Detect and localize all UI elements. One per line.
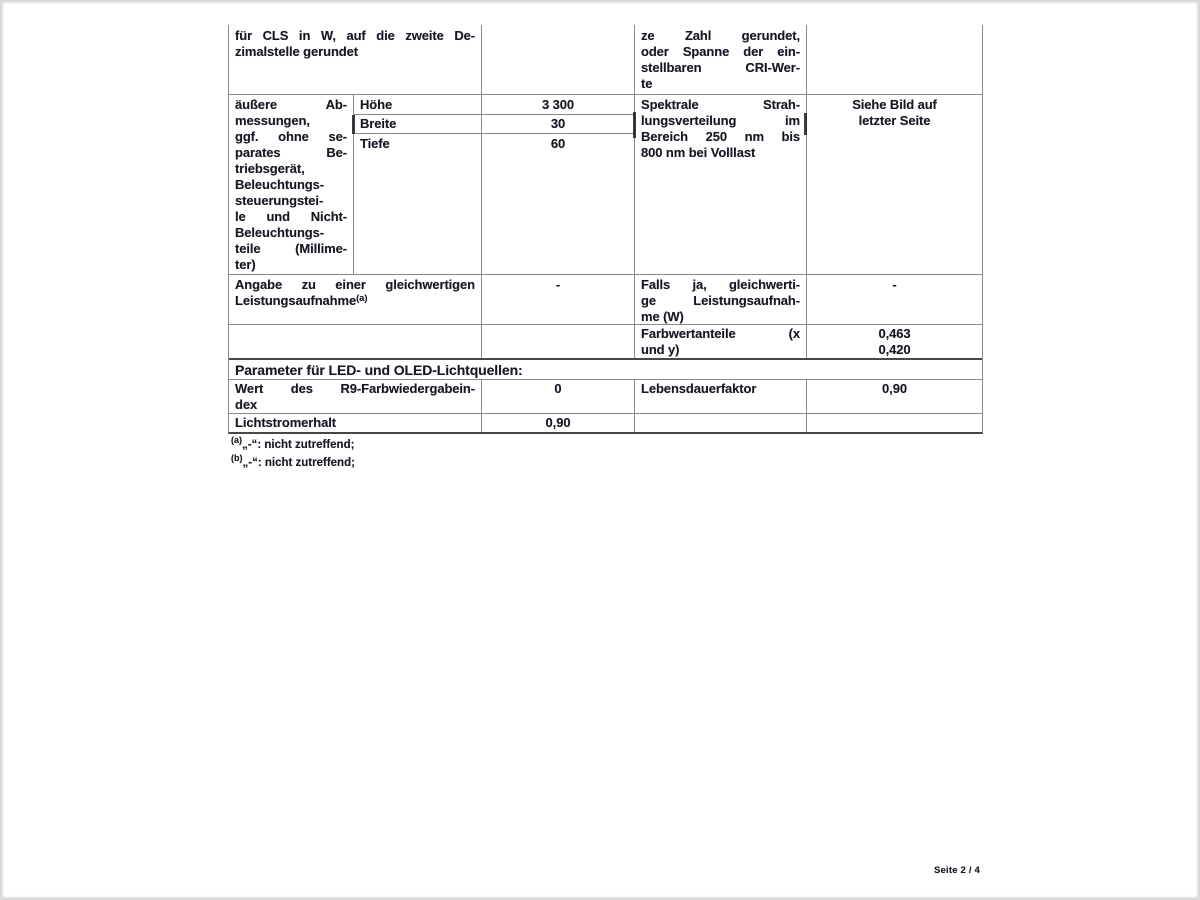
footnote-b-ref: (b) bbox=[231, 453, 243, 463]
cell-lumen-maintenance-value: 0,90 bbox=[482, 414, 635, 432]
footnote-b-text: „-“: nicht zutreffend; bbox=[242, 457, 355, 469]
cell-equivalent-power-label bbox=[229, 275, 482, 325]
cell-r9-value: 0 bbox=[482, 380, 635, 414]
footnotes bbox=[231, 436, 355, 472]
footnote-a-ref: (a) bbox=[231, 435, 242, 445]
cell-cri-range-value-empty bbox=[807, 25, 982, 95]
product-datasheet-table bbox=[228, 25, 983, 434]
cell-spectral-distribution-label: Spektrale Strah- lungsverteilung im Bereich 250 nm bis 800 nm bei Volllast bbox=[635, 95, 807, 275]
equivalent-power-line1: Angabe zu einer gleichwertigen bbox=[235, 277, 475, 292]
subrow-hoehe-value: 3 300 bbox=[482, 95, 635, 115]
subrow-hoehe-label: Höhe bbox=[354, 95, 482, 115]
cell-lumen-maintenance-label: Lichtstromerhalt bbox=[229, 414, 482, 432]
scan-artifact bbox=[804, 113, 807, 135]
cell-if-yes-equivalent-power-value: - bbox=[807, 275, 982, 325]
cell-spectral-distribution-value: Siehe Bild auf letzter Seite bbox=[807, 95, 982, 275]
cell-cri-range-note: ze Zahl gerundet, oder Spanne der ein- stellbaren CRI-Wer- te bbox=[635, 25, 807, 95]
cell-lifetime-factor-value: 0,90 bbox=[807, 380, 982, 414]
cell-cls-power-value-empty bbox=[482, 25, 635, 95]
cell-empty-left bbox=[229, 325, 482, 358]
cell-if-yes-equivalent-power-label: Falls ja, gleichwerti- ge Leistungsaufnah- me (W) bbox=[635, 275, 807, 325]
cell-lifetime-factor-label: Lebensdauerfaktor bbox=[635, 380, 807, 414]
cell-equivalent-power-value: - bbox=[482, 275, 635, 325]
led-oled-section-header: Parameter für LED- und OLED-Lichtquellen: bbox=[229, 358, 982, 380]
cell-chromaticity-value: 0,463 0,420 bbox=[878, 326, 911, 357]
scan-artifact bbox=[633, 112, 636, 138]
subrow-breite-value: 30 bbox=[482, 115, 635, 134]
equivalent-power-line2: Leistungsaufnahme$^{(a)}$ bbox=[235, 293, 368, 308]
cell-dimensions-label: äußere Ab- messungen, ggf. ohne se- parates Be- triebsgerät, Beleuchtungs- steuerungstei- le und Nicht- Beleuchtungs- teile (Millime- ter) bbox=[229, 95, 354, 275]
footnote-ref-a: (a) bbox=[356, 293, 368, 304]
page-number: Seite 2 / 4 bbox=[933, 865, 980, 876]
cell-chromaticity-label: Farbwertanteile (x und y) bbox=[635, 325, 807, 358]
subrow-tiefe-label: Tiefe bbox=[354, 134, 482, 275]
footnote-a-text: „-“: nicht zutreffend; bbox=[242, 439, 355, 451]
cell-empty-left-value bbox=[482, 325, 635, 358]
cell-cls-power-note: für CLS in W, auf die zweite De- zimalstelle gerundet bbox=[229, 25, 482, 95]
subrow-breite-label: Breite bbox=[354, 115, 482, 134]
cell-empty-right-label bbox=[635, 414, 807, 432]
cell-r9-label: Wert des R9-Farbwiedergabein- dex bbox=[229, 380, 482, 414]
scan-artifact bbox=[352, 115, 355, 134]
footnote-b bbox=[231, 454, 355, 472]
footnote-a bbox=[231, 436, 355, 454]
cell-empty-right-value bbox=[807, 414, 982, 432]
subrow-tiefe-value: 60 bbox=[482, 134, 635, 275]
